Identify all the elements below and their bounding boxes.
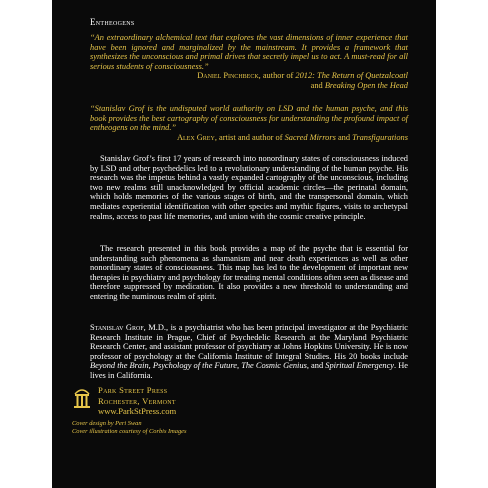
quote-text: “Stanislav Grof is the undisputed world authority on LSD and the human psyche, and this book provides the best cartography of consciousness for understanding the profound impact of entheogens on the mind.”	[90, 104, 408, 133]
category-label: Entheogens	[90, 17, 135, 27]
description-paragraph: Stanislav Grof’s first 17 years of research into nonordinary states of consciousness induced by LSD and other psychedelics led to a revolutionary understanding of the human psyche. His research was the impetus behind a vastly expanded cartography of the unconscious, including two new realms still unacknowledged by official academic circles—the perinatal domain, which holds memories of the various stages of birth, and the transpersonal domain, which mediates experiential identification with other species and mythic figures, visits to archetypal realms, access to past life memories, and union with the cosmic creative principle.	[90, 154, 408, 221]
description-paragraph: The research presented in this book provides a map of the psyche that is essential for understanding such phenomena as shamanism and near death experiences as well as other nonordinary states of consciousness. This map has led to the development of important new therapies in psychiatry and psychology for treating mental conditions often seen as disease and therefore suppressed by medication. It also provides a new threshold to understanding and entering the numinous realm of spirit.	[90, 244, 408, 301]
quote-attribution: Alex Grey, artist and author of Sacred Mirrors and Transfigurations	[176, 132, 408, 142]
quote-author: Alex Grey	[176, 132, 215, 142]
quote-work: Transfigurations	[352, 132, 408, 142]
cover-design-credit: Cover design by Peri Swan	[72, 420, 142, 427]
bio-author-name: Stanislav Grof, M.D.	[90, 323, 166, 332]
quote-work: Breaking Open the Head	[324, 80, 408, 90]
cover-credits	[72, 420, 187, 435]
quote-attribution: Daniel Pinchbeck, author of 2012: The Return of Quetzalcoatl and Breaking Open the Head	[197, 71, 408, 90]
blurb-quote-pinchbeck	[90, 33, 408, 91]
quote-text: “An extraordinary alchemical text that explores the vast dimensions of inner experience that have been ignored and marginalized by the mainstream. It provides a framework that synthesizes the unconscious and primal drives that secretly impel us to act. A must-read for all serious students of consciousness.”	[90, 33, 408, 71]
publisher-url[interactable]: www.ParkStPress.com	[98, 406, 177, 416]
quote-work: 2012: The Return of Quetzalcoatl	[295, 71, 408, 81]
publisher-location: Rochester, Vermont	[98, 395, 176, 406]
bio-book: Spiritual Emergency	[325, 361, 395, 371]
publisher-block	[98, 385, 176, 417]
publisher-name: Park Street Press	[98, 385, 168, 395]
bio-book: The Cosmic Genius	[241, 361, 307, 371]
bio-book: Beyond the Brain	[90, 361, 149, 371]
back-cover	[52, 0, 436, 488]
blurb-quote-grey	[90, 104, 408, 142]
cover-illustration-credit: Cover illustration courtesy of Corbis Images	[72, 427, 187, 435]
quote-author: Daniel Pinchbeck	[197, 71, 259, 81]
publisher-logo-icon	[72, 384, 92, 410]
quote-work: Sacred Mirrors	[284, 132, 336, 142]
bio-book: Psychology of the Future	[152, 361, 237, 371]
author-bio: Stanislav Grof, M.D., is a psychiatrist who has been principal investigator at the Psychiatric Research Institute in Prague, Chief of Psychedelic Research at the Maryland Psychiatric Research Center, and assistant professor of psychiatry at Johns Hopkins University. He is now professor of psychology at the California Institute of Integral Studies. His 20 books include Beyond the Brain, Psychology of the Future, The Cosmic Genius, and Spiritual Emergency. He lives in California.	[90, 323, 408, 380]
